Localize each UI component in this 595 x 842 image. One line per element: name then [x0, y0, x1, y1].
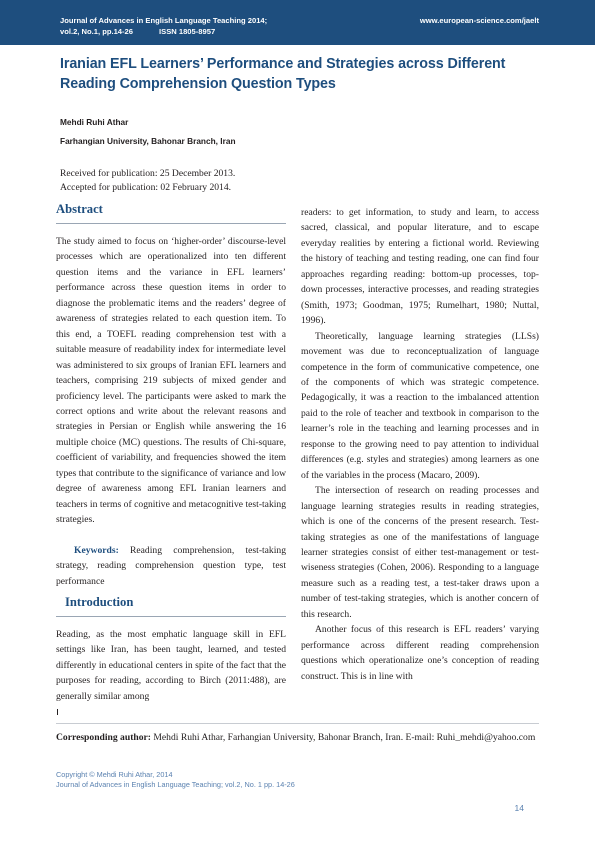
article-title: Iranian EFL Learners’ Performance and Strategies across Different Reading Comprehension Question Types [60, 56, 506, 92]
abstract-body [56, 234, 286, 528]
page-number: 14 [514, 803, 524, 813]
introduction-heading: Introduction [56, 595, 286, 617]
corresponding-author-note [56, 730, 539, 745]
introduction-column-right [301, 205, 539, 684]
keywords-label: Keywords: [74, 545, 119, 556]
journal-url-link[interactable]: www.european-science.com/jaelt [419, 16, 539, 25]
author-name: Mehdi Ruhi Athar [60, 117, 129, 127]
abstract-text: The study aimed to focus on ‘higher-order’ discourse-level processes which are operationalized into ten different question items and the variance in EFL learners’ performance across these question items in order to diagnose the problematic items and the readers’ degree of awareness of strategies related to each question item. To this end, a TOEFL reading comprehension test with a suitable measure of readability index for intermediate level was administered to six groups of Iranian EFL learners and teachers, comprising 219 subjects of mixed gender and proficiency level. The participants were asked to mark the correct options and write about the relevant reasons and strategies in Persian or English while answering the 16 multiple choice (MC) questions. The results of Chi-square, coefficient of variability, and frequencies showed the item types that contribute to the significance of variance and low degree of awareness among EFL Iranian learners and teachers in terms of cognitive and metacognitive test-taking strategies. [56, 236, 286, 526]
intro-paragraph: Reading, as the most emphatic language skill in EFL settings like Iran, has been taught, learned, and tested differently in educational centers in spite of the fact that the purposes for reading, according to Birch (2011:488), are generally similar among [56, 629, 286, 702]
footnote-divider [56, 723, 539, 724]
intro-paragraph: Another focus of this research is EFL readers’ varying performance across different reading comprehension questions which operationalize one’s conception of reading construct. This is in line with [301, 624, 539, 682]
volume-pages: vol.2, No.1, pp.14-26 [60, 27, 134, 36]
corresponding-author-details: Mehdi Ruhi Athar, Farhangian University, Bahonar Branch, Iran. E-mail: Ruhi_mehdi@yahoo.com [153, 732, 536, 743]
author-affiliation: Farhangian University, Bahonar Branch, Iran [60, 136, 236, 146]
issn: ISSN 1805-8957 [159, 27, 216, 36]
journal-name: Journal of Advances in English Language Teaching 2014; [60, 16, 268, 25]
intro-paragraph: The intersection of research on reading processes and language learning strategies results in reading strategies, which is one of the concerns of the present research. Test-taking strategies as one of the manifestations of language learner strategies consist of either test-management or test-wiseness strategies (Cohen, 2006). Responding to a language measure such as a reading test, a test-taker draws upon a number of test-taking strategies, which is another concern of this research. [301, 485, 539, 620]
keywords-block [56, 543, 286, 589]
intro-paragraph: Theoretically, language learning strategies (LLSs) movement was due to reconceptualization of language competence in the form of communicative competence, one of the components of which was strategic competence. Pedagogically, it was a reaction to the imbalanced attention paid to the role of teacher and textbook in comparison to the learner’s role in the teaching and learning processes and in response to the growing need to pay attention to individual differences (e.g. styles and strategies) among learners as one of the variables in the process (Macaro, 2009). [301, 330, 539, 481]
journal-volume-info [60, 27, 215, 36]
text-cursor-mark [57, 709, 58, 715]
intro-paragraph: readers: to get information, to study and learn, to access sacred, classical, and popular literature, and to escape everyday realities by entering a fictional world. Reviewing the history of teaching and testing reading, one can find four approaches regarding reading: bottom-up processes, top-down processes, interactive processes, and reading strategies (Smith, 1973; Goodman, 1975; Rumelhart, 1980; Nuttal, 1996). [301, 207, 539, 327]
corresponding-author-label: Corresponding author: [56, 732, 151, 743]
received-date: Received for publication: 25 December 2013. [60, 168, 236, 179]
copyright-block [56, 770, 295, 789]
publication-dates [60, 167, 235, 195]
copyright-line: Copyright © Mehdi Ruhi Athar, 2014 [56, 770, 173, 779]
abstract-heading: Abstract [56, 202, 286, 224]
accepted-date: Accepted for publication: 02 February 2014. [60, 182, 232, 193]
journal-header-bar [0, 0, 595, 45]
keywords-text: Reading comprehension, test-taking strategy, reading comprehension question type, test performance [56, 545, 286, 587]
citation-line: Journal of Advances in English Language Teaching; vol.2, No. 1 pp. 14-26 [56, 779, 295, 789]
introduction-column-left [56, 627, 286, 704]
